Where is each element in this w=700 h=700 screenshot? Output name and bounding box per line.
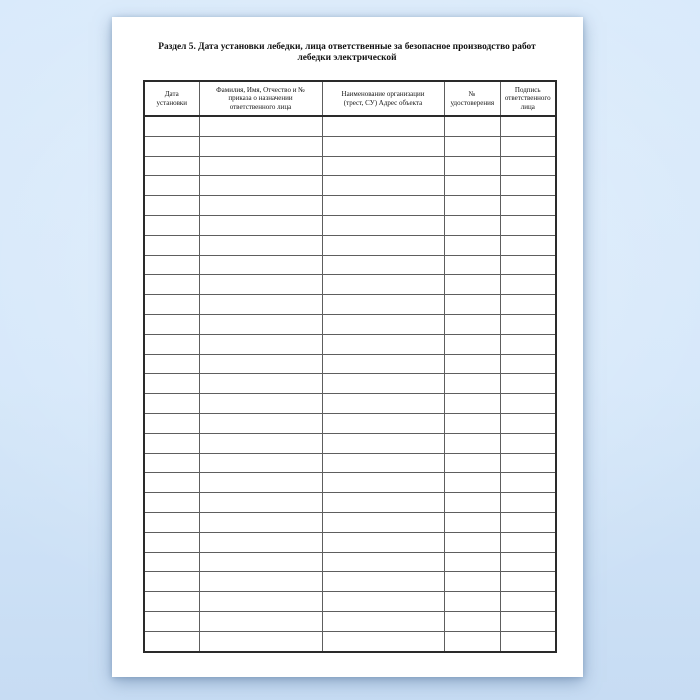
empty-cell (500, 394, 556, 414)
empty-cell (199, 196, 322, 216)
empty-cell (444, 611, 500, 631)
empty-cell (444, 176, 500, 196)
document-page (112, 17, 583, 677)
empty-cell (322, 275, 444, 295)
empty-cell (199, 215, 322, 235)
empty-cell (199, 235, 322, 255)
empty-cell (199, 473, 322, 493)
table-body (144, 116, 556, 652)
registry-table (143, 80, 557, 653)
table-row (144, 394, 556, 414)
empty-cell (444, 493, 500, 513)
empty-cell (144, 572, 199, 592)
column-header-responsible-person-signature: Подпись ответственного лица (500, 81, 556, 116)
empty-cell (444, 532, 500, 552)
empty-cell (444, 453, 500, 473)
empty-cell (144, 532, 199, 552)
empty-cell (144, 374, 199, 394)
empty-cell (322, 374, 444, 394)
section-title: Раздел 5. Дата установки лебедки, лица ответственные за безопасное производство работ лебедки электрической (158, 42, 536, 64)
table-row (144, 275, 556, 295)
empty-cell (199, 532, 322, 552)
empty-cell (500, 334, 556, 354)
empty-cell (199, 176, 322, 196)
empty-cell (144, 196, 199, 216)
empty-cell (199, 433, 322, 453)
empty-cell (199, 493, 322, 513)
empty-cell (199, 413, 322, 433)
empty-cell (144, 354, 199, 374)
empty-cell (144, 176, 199, 196)
empty-cell (500, 532, 556, 552)
empty-cell (199, 552, 322, 572)
empty-cell (322, 453, 444, 473)
empty-cell (500, 275, 556, 295)
empty-cell (444, 354, 500, 374)
table-row (144, 473, 556, 493)
empty-cell (199, 275, 322, 295)
empty-cell (500, 136, 556, 156)
empty-cell (199, 611, 322, 631)
empty-cell (500, 493, 556, 513)
empty-cell (444, 295, 500, 315)
empty-cell (444, 572, 500, 592)
column-header-responsible-person-name-order: Фамилия, Имя, Отчество и № приказа о назначении ответственного лица (199, 81, 322, 116)
empty-cell (144, 631, 199, 651)
empty-cell (500, 215, 556, 235)
empty-cell (199, 314, 322, 334)
empty-cell (322, 572, 444, 592)
empty-cell (199, 512, 322, 532)
empty-cell (500, 295, 556, 315)
table-row (144, 572, 556, 592)
empty-cell (199, 334, 322, 354)
empty-cell (322, 552, 444, 572)
empty-cell (444, 631, 500, 651)
column-header-organization-name-address: Наименование организации (трест, СУ) Адрес объекта (322, 81, 444, 116)
empty-cell (322, 512, 444, 532)
empty-cell (199, 354, 322, 374)
empty-cell (500, 116, 556, 136)
empty-cell (444, 156, 500, 176)
table-row (144, 552, 556, 572)
empty-cell (322, 493, 444, 513)
empty-cell (500, 592, 556, 612)
empty-cell (322, 136, 444, 156)
empty-cell (500, 374, 556, 394)
empty-cell (500, 631, 556, 651)
empty-cell (199, 453, 322, 473)
empty-cell (144, 394, 199, 414)
empty-cell (500, 196, 556, 216)
empty-cell (144, 611, 199, 631)
empty-cell (444, 196, 500, 216)
empty-cell (444, 592, 500, 612)
table-row (144, 196, 556, 216)
empty-cell (444, 552, 500, 572)
empty-cell (322, 413, 444, 433)
table-row (144, 354, 556, 374)
empty-cell (199, 374, 322, 394)
empty-cell (199, 572, 322, 592)
empty-cell (444, 235, 500, 255)
empty-cell (322, 156, 444, 176)
table-row (144, 314, 556, 334)
empty-cell (322, 116, 444, 136)
empty-cell (500, 255, 556, 275)
empty-cell (144, 116, 199, 136)
empty-cell (500, 611, 556, 631)
empty-cell (144, 314, 199, 334)
table-header (144, 81, 556, 116)
empty-cell (444, 413, 500, 433)
empty-cell (199, 116, 322, 136)
table-row (144, 611, 556, 631)
table-row (144, 215, 556, 235)
empty-cell (500, 433, 556, 453)
table-row (144, 512, 556, 532)
empty-cell (444, 314, 500, 334)
empty-cell (199, 394, 322, 414)
empty-cell (322, 631, 444, 651)
empty-cell (444, 433, 500, 453)
table-row (144, 334, 556, 354)
empty-cell (144, 334, 199, 354)
table-row (144, 176, 556, 196)
table-row (144, 255, 556, 275)
empty-cell (322, 176, 444, 196)
empty-cell (500, 512, 556, 532)
empty-cell (444, 374, 500, 394)
empty-cell (322, 215, 444, 235)
empty-cell (322, 255, 444, 275)
table-row (144, 235, 556, 255)
empty-cell (322, 532, 444, 552)
empty-cell (500, 453, 556, 473)
table-row (144, 493, 556, 513)
empty-cell (199, 631, 322, 651)
empty-cell (322, 394, 444, 414)
empty-cell (322, 334, 444, 354)
empty-cell (322, 611, 444, 631)
empty-cell (500, 473, 556, 493)
column-header-installation-date: Дата установки (144, 81, 199, 116)
empty-cell (144, 156, 199, 176)
empty-cell (144, 136, 199, 156)
empty-cell (144, 493, 199, 513)
empty-cell (444, 116, 500, 136)
empty-cell (500, 413, 556, 433)
empty-cell (144, 552, 199, 572)
table-row (144, 136, 556, 156)
table-row (144, 374, 556, 394)
empty-cell (444, 136, 500, 156)
empty-cell (444, 215, 500, 235)
empty-cell (322, 354, 444, 374)
table-row (144, 433, 556, 453)
table-row (144, 116, 556, 136)
empty-cell (144, 453, 199, 473)
empty-cell (199, 255, 322, 275)
table-row (144, 592, 556, 612)
empty-cell (444, 275, 500, 295)
empty-cell (500, 156, 556, 176)
table-row (144, 532, 556, 552)
empty-cell (444, 394, 500, 414)
table-row (144, 631, 556, 651)
empty-cell (199, 156, 322, 176)
empty-cell (144, 295, 199, 315)
empty-cell (500, 314, 556, 334)
empty-cell (144, 413, 199, 433)
empty-cell (444, 334, 500, 354)
empty-cell (500, 235, 556, 255)
empty-cell (322, 196, 444, 216)
empty-cell (322, 314, 444, 334)
empty-cell (144, 433, 199, 453)
empty-cell (144, 592, 199, 612)
empty-cell (144, 215, 199, 235)
empty-cell (444, 255, 500, 275)
empty-cell (144, 235, 199, 255)
empty-cell (144, 275, 199, 295)
empty-cell (322, 592, 444, 612)
empty-cell (500, 176, 556, 196)
empty-cell (199, 592, 322, 612)
table-row (144, 453, 556, 473)
empty-cell (444, 473, 500, 493)
empty-cell (199, 136, 322, 156)
empty-cell (144, 473, 199, 493)
empty-cell (500, 572, 556, 592)
empty-cell (199, 295, 322, 315)
empty-cell (500, 552, 556, 572)
table-row (144, 156, 556, 176)
table-header-row (144, 81, 556, 116)
empty-cell (144, 255, 199, 275)
table-row (144, 295, 556, 315)
table-row (144, 413, 556, 433)
column-header-certificate-number: № удостоверения (444, 81, 500, 116)
empty-cell (144, 512, 199, 532)
empty-cell (500, 354, 556, 374)
empty-cell (444, 512, 500, 532)
empty-cell (322, 235, 444, 255)
empty-cell (322, 295, 444, 315)
empty-cell (322, 473, 444, 493)
empty-cell (322, 433, 444, 453)
